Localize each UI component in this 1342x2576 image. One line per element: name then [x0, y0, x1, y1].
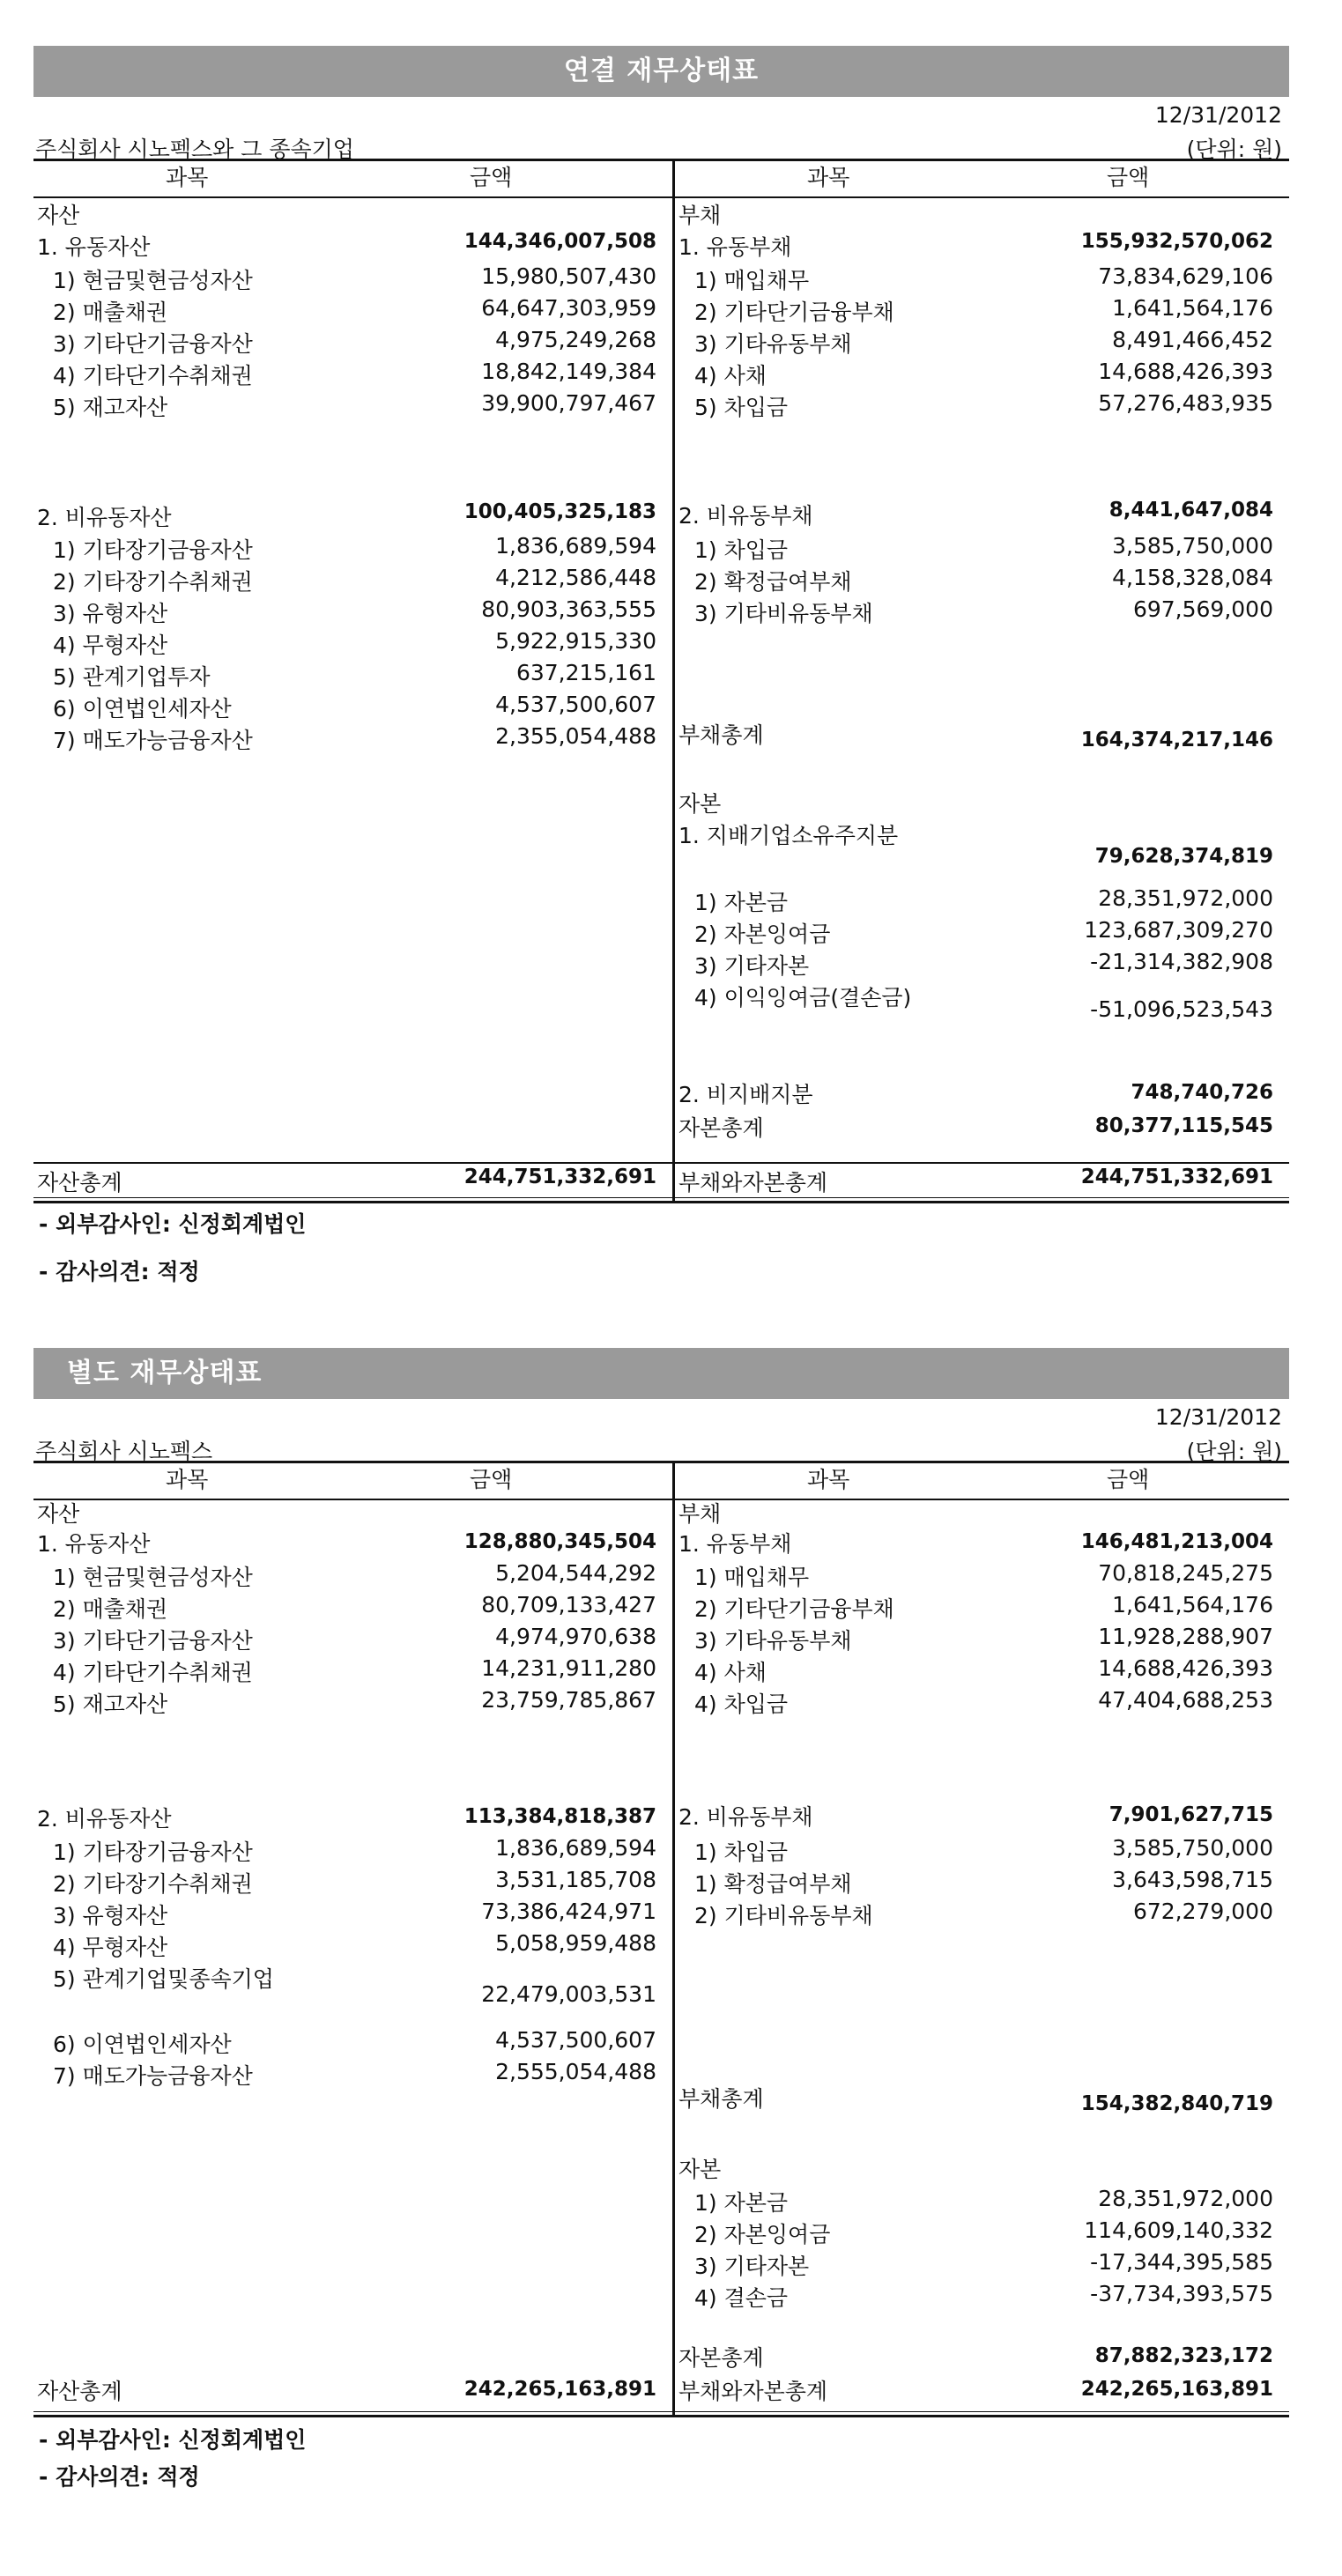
- row-label: 4) 사채: [694, 1660, 767, 1685]
- liabilities-equity-column: [672, 161, 1289, 1201]
- column-header: [33, 161, 672, 198]
- row-amount: 39,900,797,467: [481, 390, 656, 416]
- row-label: 2) 기타장기수취채권: [53, 569, 253, 595]
- consolidated-title: 연결 재무상태표: [33, 46, 1289, 97]
- row-amount: -21,314,382,908: [1090, 949, 1273, 974]
- header-account: 과목: [166, 165, 209, 190]
- row-amount: 64,647,303,959: [481, 295, 656, 321]
- separate-balance-sheet: [33, 1348, 1289, 2490]
- row-label: 1. 지배기업소유주지분: [678, 823, 899, 848]
- row-label: 4) 사채: [694, 363, 767, 389]
- row-label: 3) 기타유동부채: [694, 331, 852, 357]
- row-amount: 87,882,323,172: [1094, 2344, 1273, 2367]
- row-label: 2) 자본잉여금: [694, 922, 831, 947]
- row-label: 2) 확정급여부채: [694, 569, 852, 595]
- header-account: 과목: [807, 1467, 850, 1492]
- total-amount: 244,751,332,691: [463, 1166, 656, 1188]
- row-amount: 5,204,544,292: [495, 1560, 656, 1586]
- row-amount: 80,377,115,545: [1094, 1114, 1273, 1137]
- row-amount: 14,688,426,393: [1098, 1655, 1273, 1681]
- row-label: 5) 재고자산: [53, 395, 168, 420]
- total-label: 자산총계: [37, 2379, 122, 2404]
- row-label: 1) 자본금: [694, 890, 789, 915]
- row-label: 2) 기타단기금융부채: [694, 1596, 894, 1622]
- row-label: 1. 유동부채: [678, 1531, 792, 1557]
- separate-meta: [33, 1399, 1289, 1464]
- row-label: 1. 유동자산: [37, 1531, 151, 1557]
- row-amount: 164,374,217,146: [1080, 729, 1273, 751]
- row-amount: 1,641,564,176: [1112, 1592, 1273, 1617]
- row-label: 부채총계: [678, 2086, 764, 2112]
- row-amount: 4,537,500,607: [495, 2027, 656, 2053]
- row-label: 4) 기타단기수취채권: [53, 1660, 253, 1685]
- row-amount: -51,096,523,543: [1090, 996, 1273, 1022]
- row-amount: 672,279,000: [1132, 1899, 1273, 1924]
- row-label: 7) 매도가능금융자산: [53, 728, 253, 753]
- total-label: 부채와자본총계: [678, 1170, 828, 1195]
- row-label: 3) 유형자산: [53, 1903, 168, 1928]
- total-label: 부채와자본총계: [678, 2379, 828, 2404]
- row-amount: 18,842,149,384: [481, 359, 656, 384]
- row-label: 2) 기타단기금융부채: [694, 300, 894, 325]
- report-date: 12/31/2012: [1154, 1404, 1282, 1430]
- liabilities-equity-column: [672, 1463, 1289, 2415]
- row-label: 4) 무형자산: [53, 633, 168, 658]
- row-amount: 23,759,785,867: [481, 1687, 656, 1713]
- row-amount: 1,836,689,594: [495, 533, 656, 559]
- row-amount: 4,158,328,084: [1112, 565, 1273, 590]
- row-amount: 154,382,840,719: [1080, 2092, 1273, 2115]
- column-header: [675, 161, 1289, 198]
- row-amount: 3,585,750,000: [1112, 533, 1273, 559]
- row-label: 2. 비지배지분: [678, 1082, 813, 1107]
- row-label: 5) 관계기업투자: [53, 664, 211, 690]
- equity-label: 자본: [678, 2157, 722, 2182]
- row-amount: 144,346,007,508: [463, 230, 656, 253]
- row-label: 3) 유형자산: [53, 601, 168, 626]
- row-label: 7) 매도가능금융자산: [53, 2063, 253, 2089]
- row-amount: 2,555,054,488: [495, 2059, 656, 2084]
- row-label: 1) 자본금: [694, 2190, 789, 2216]
- row-label: 2) 자본잉여금: [694, 2222, 831, 2247]
- row-label: 2. 비유동자산: [37, 1806, 172, 1832]
- row-label: 3) 기타자본: [694, 2254, 810, 2279]
- separate-statement: [33, 1461, 1289, 2417]
- row-amount: 47,404,688,253: [1098, 1687, 1273, 1713]
- row-amount: 697,569,000: [1132, 596, 1273, 622]
- row-label: 4) 결손금: [694, 2285, 789, 2311]
- row-amount: 57,276,483,935: [1098, 390, 1273, 416]
- report-date: 12/31/2012: [1154, 102, 1282, 128]
- header-amount: 금액: [1107, 1467, 1150, 1492]
- total-amount: 242,265,163,891: [463, 2378, 656, 2401]
- row-amount: 4,975,249,268: [495, 327, 656, 352]
- row-amount: 5,058,959,488: [495, 1930, 656, 1956]
- auditor-note: - 외부감사인: 신정회계법인: [39, 1211, 307, 1237]
- row-amount: 748,740,726: [1131, 1081, 1273, 1104]
- column-header: [33, 1463, 672, 1500]
- row-amount: 28,351,972,000: [1098, 885, 1273, 911]
- row-amount: 14,231,911,280: [481, 1655, 656, 1681]
- consolidated-balance-sheet: [33, 46, 1289, 1284]
- opinion-note: - 감사의견: 적정: [39, 2464, 200, 2490]
- total-amount: 242,265,163,891: [1080, 2378, 1273, 2401]
- row-label: 1) 기타장기금융자산: [53, 1839, 253, 1865]
- header-amount: 금액: [470, 1467, 513, 1492]
- row-amount: 70,818,245,275: [1098, 1560, 1273, 1586]
- row-amount: 73,834,629,106: [1098, 263, 1273, 289]
- row-amount: 28,351,972,000: [1098, 2186, 1273, 2211]
- row-amount: 128,880,345,504: [463, 1530, 656, 1553]
- row-amount: 4,537,500,607: [495, 692, 656, 717]
- row-amount: 100,405,325,183: [463, 500, 656, 523]
- row-label: 2. 비유동자산: [37, 505, 172, 530]
- row-amount: 1,836,689,594: [495, 1835, 656, 1861]
- row-amount: 2,355,054,488: [495, 723, 656, 749]
- consolidated-statement: [33, 159, 1289, 1203]
- row-amount: -37,734,393,575: [1090, 2281, 1273, 2306]
- row-amount: -17,344,395,585: [1090, 2249, 1273, 2275]
- assets-column: [33, 161, 672, 1201]
- row-label: 1) 차입금: [694, 537, 789, 563]
- header-amount: 금액: [470, 165, 513, 190]
- row-label: 1) 기타장기금융자산: [53, 537, 253, 563]
- row-amount: 79,628,374,819: [1094, 845, 1273, 868]
- liabilities-label: 부채: [678, 1501, 722, 1527]
- row-amount: 4,974,970,638: [495, 1624, 656, 1649]
- row-amount: 3,531,185,708: [495, 1867, 656, 1892]
- row-amount: 73,386,424,971: [481, 1899, 656, 1924]
- row-label: 자본총계: [678, 2345, 764, 2371]
- header-account: 과목: [166, 1467, 209, 1492]
- unit-label: (단위: 원): [1186, 137, 1282, 162]
- row-label: 3) 기타유동부채: [694, 1628, 852, 1654]
- column-header: [675, 1463, 1289, 1500]
- consolidated-meta: [33, 97, 1289, 162]
- assets-label: 자산: [37, 1501, 80, 1527]
- row-label: 2) 매출채권: [53, 300, 168, 325]
- row-label: 3) 기타단기금융자산: [53, 331, 253, 357]
- row-label: 자본총계: [678, 1115, 764, 1141]
- row-label: 2) 매출채권: [53, 1596, 168, 1622]
- row-label: 1) 현금및현금성자산: [53, 268, 253, 293]
- unit-label: (단위: 원): [1186, 1439, 1282, 1464]
- row-amount: 123,687,309,270: [1084, 917, 1273, 943]
- row-label: 5) 차입금: [694, 395, 789, 420]
- row-label: 4) 기타단기수취채권: [53, 363, 253, 389]
- row-label: 5) 관계기업및종속기업: [53, 1966, 274, 1992]
- row-label: 부채총계: [678, 722, 764, 748]
- row-label: 1) 매입채무: [694, 1565, 810, 1590]
- row-label: 1) 확정급여부채: [694, 1871, 852, 1897]
- company-name: 주식회사 시노펙스: [35, 1439, 213, 1464]
- assets-label: 자산: [37, 203, 80, 228]
- row-label: 3) 기타비유동부채: [694, 601, 873, 626]
- assets-column: [33, 1463, 672, 2415]
- row-label: 4) 차입금: [694, 1691, 789, 1717]
- row-amount: 114,609,140,332: [1084, 2217, 1273, 2243]
- row-label: 6) 이연법인세자산: [53, 2032, 232, 2057]
- row-label: 1) 매입채무: [694, 268, 810, 293]
- row-amount: 1,641,564,176: [1112, 295, 1273, 321]
- row-label: 1. 유동부채: [678, 234, 792, 260]
- row-amount: 4,212,586,448: [495, 565, 656, 590]
- row-label: 3) 기타단기금융자산: [53, 1628, 253, 1654]
- total-amount: 244,751,332,691: [1080, 1166, 1273, 1188]
- row-amount: 5,922,915,330: [495, 628, 656, 654]
- company-name: 주식회사 시노펙스와 그 종속기업: [35, 137, 354, 162]
- total-divider: [33, 1162, 1289, 1164]
- liabilities-label: 부채: [678, 203, 722, 228]
- row-amount: 11,928,288,907: [1098, 1624, 1273, 1649]
- row-amount: 113,384,818,387: [463, 1805, 656, 1828]
- auditor-note: - 외부감사인: 신정회계법인: [39, 2427, 307, 2453]
- row-amount: 8,491,466,452: [1112, 327, 1273, 352]
- row-amount: 7,901,627,715: [1108, 1803, 1273, 1826]
- row-amount: 80,903,363,555: [481, 596, 656, 622]
- row-label: 2) 기타비유동부채: [694, 1903, 873, 1928]
- row-label: 4) 이익잉여금(결손금): [694, 985, 912, 1010]
- header-account: 과목: [807, 165, 850, 190]
- row-label: 5) 재고자산: [53, 1691, 168, 1717]
- row-amount: 3,643,598,715: [1112, 1867, 1273, 1892]
- row-label: 1) 현금및현금성자산: [53, 1565, 253, 1590]
- opinion-note: - 감사의견: 적정: [39, 1259, 200, 1284]
- total-label: 자산총계: [37, 1170, 122, 1195]
- row-label: 2. 비유동부채: [678, 503, 813, 529]
- equity-label: 자본: [678, 791, 722, 817]
- row-amount: 146,481,213,004: [1080, 1530, 1273, 1553]
- row-label: 2) 기타장기수취채권: [53, 1871, 253, 1897]
- row-label: 2. 비유동부채: [678, 1804, 813, 1830]
- row-label: 1. 유동자산: [37, 234, 151, 260]
- row-label: 4) 무형자산: [53, 1935, 168, 1960]
- row-amount: 80,709,133,427: [481, 1592, 656, 1617]
- row-amount: 155,932,570,062: [1080, 230, 1273, 253]
- row-amount: 8,441,647,084: [1108, 499, 1273, 522]
- row-amount: 14,688,426,393: [1098, 359, 1273, 384]
- separate-title: 별도 재무상태표: [33, 1348, 1289, 1399]
- row-label: 3) 기타자본: [694, 953, 810, 979]
- header-amount: 금액: [1107, 165, 1150, 190]
- row-label: 6) 이연법인세자산: [53, 696, 232, 722]
- row-label: 1) 차입금: [694, 1839, 789, 1865]
- row-amount: 15,980,507,430: [481, 263, 656, 289]
- row-amount: 637,215,161: [515, 660, 656, 685]
- row-amount: 3,585,750,000: [1112, 1835, 1273, 1861]
- row-amount: 22,479,003,531: [481, 1981, 656, 2007]
